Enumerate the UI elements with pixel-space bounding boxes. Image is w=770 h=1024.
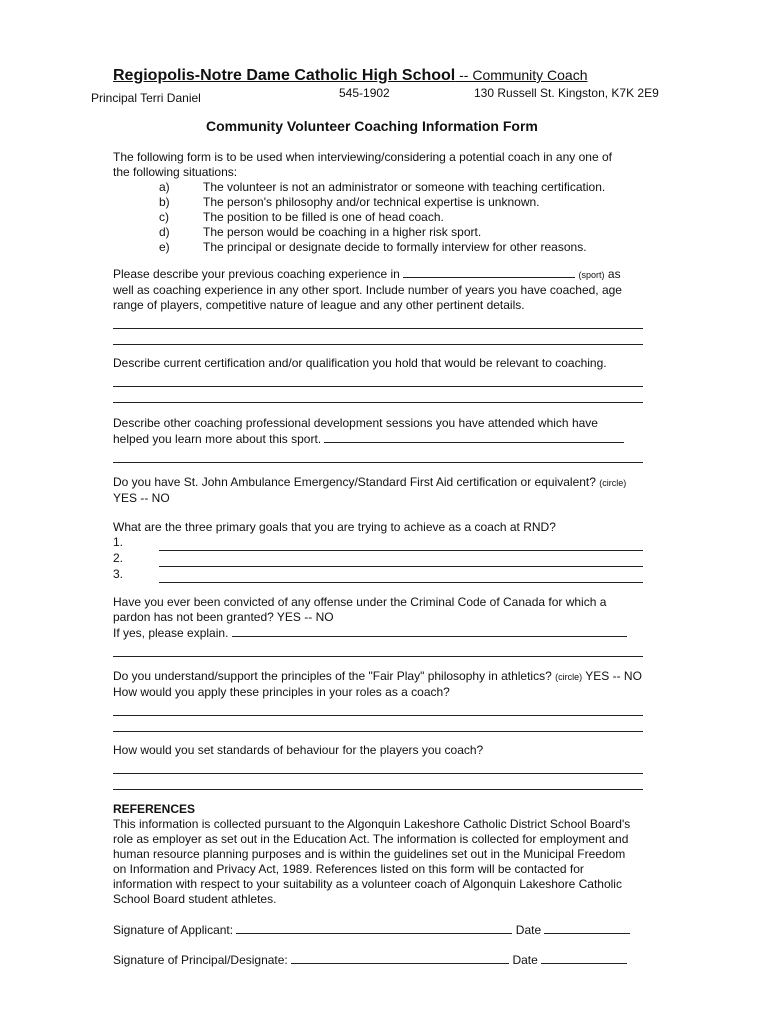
school-suffix: -- Community Coach — [455, 67, 588, 83]
intro-line: the following situations: — [113, 165, 238, 179]
question-goals — [113, 520, 643, 583]
question-text: helped you learn more about this sport. — [113, 432, 322, 446]
question-behaviour-standards — [113, 743, 643, 790]
principal-name: Principal Terri Daniel — [91, 91, 201, 105]
sport-hint: (sport) — [578, 270, 605, 280]
answer-line[interactable] — [113, 774, 643, 790]
references-line: human resource planning purposes and is within the guidelines set out in the Municipal Freedom — [113, 847, 626, 861]
situation-item — [113, 195, 653, 210]
question-fair-play — [113, 669, 658, 732]
question-text: as — [607, 267, 621, 281]
signature-principal-label: Signature of Principal/Designate: — [113, 953, 288, 967]
situation-label: d) — [159, 225, 170, 239]
goal-row — [113, 567, 643, 583]
question-text: Do you have St. John Ambulance Emergency/Standard First Aid certification or equivalent? — [113, 475, 596, 489]
question-text: If yes, please explain. — [113, 626, 229, 640]
signature-applicant-field[interactable] — [236, 922, 512, 934]
question-text: Have you ever been convicted of any offense under the Criminal Code of Canada for which a — [113, 595, 607, 609]
situation-text: The person would be coaching in a higher risk sport. — [203, 225, 482, 239]
intro-line: The following form is to be used when interviewing/considering a potential coach in any one of — [113, 150, 612, 164]
goal-number: 1. — [113, 535, 124, 549]
situation-text: The person's philosophy and/or technical expertise is unknown. — [203, 195, 540, 209]
sport-field[interactable] — [403, 266, 575, 278]
situation-label: c) — [159, 210, 169, 224]
situation-label: b) — [159, 195, 170, 209]
school-name: Regiopolis-Notre Dame Catholic High School — [113, 67, 456, 84]
situation-label: a) — [159, 180, 170, 194]
form-title: Community Volunteer Coaching Information Form — [206, 118, 538, 134]
question-text: range of players, competitive nature of league and any other pertinent details. — [113, 298, 525, 312]
date-field[interactable] — [541, 952, 627, 964]
signature-principal-field[interactable] — [291, 952, 509, 964]
question-coaching-experience — [113, 266, 643, 345]
intro-section — [113, 150, 653, 255]
question-text: Describe other coaching professional development sessions you have attended which have — [113, 416, 598, 430]
question-text: pardon has not been granted? YES -- NO — [113, 610, 334, 624]
yes-no-options[interactable]: YES -- NO — [585, 669, 642, 683]
references-line: information with respect to your suitability as a volunteer coach of Algonquin Lakeshore Catholic — [113, 877, 622, 891]
references-line: School Board student athletes. — [113, 892, 277, 906]
question-text: Describe current certification and/or qualification you hold that would be relevant to coaching. — [113, 356, 607, 370]
answer-line[interactable] — [113, 329, 643, 345]
goal-line[interactable] — [159, 535, 643, 551]
situation-label: e) — [159, 240, 170, 254]
goal-row — [113, 551, 643, 567]
question-first-aid — [113, 475, 653, 506]
question-certification — [113, 356, 643, 403]
references-section — [113, 802, 653, 907]
date-label: Date — [515, 923, 542, 937]
answer-line[interactable] — [113, 758, 643, 774]
date-label: Date — [512, 953, 538, 967]
question-text: How would you apply these principles in your roles as a coach? — [113, 685, 450, 699]
answer-line[interactable] — [113, 716, 643, 732]
school-address: 130 Russell St. Kingston, K7K 2E9 — [474, 86, 659, 100]
goal-number: 3. — [113, 567, 124, 581]
situation-text: The position to be filled is one of head coach. — [203, 210, 444, 224]
answer-line[interactable] — [324, 431, 624, 443]
answer-line[interactable] — [113, 313, 643, 329]
goal-row — [113, 535, 643, 551]
answer-line[interactable] — [113, 700, 643, 716]
answer-line[interactable] — [232, 625, 627, 637]
answer-line[interactable] — [113, 371, 643, 387]
signature-applicant-label: Signature of Applicant: — [113, 923, 234, 937]
question-professional-development — [113, 416, 643, 463]
signature-applicant-row — [113, 922, 630, 938]
goal-number: 2. — [113, 551, 124, 565]
situation-item — [113, 240, 653, 255]
question-text: Please describe your previous coaching experience in — [113, 267, 400, 281]
question-text: Do you understand/support the principles of the "Fair Play" philosophy in athletics? — [113, 669, 552, 683]
question-text: What are the three primary goals that you are trying to achieve as a coach at RND? — [113, 520, 556, 534]
circle-hint: (circle) — [599, 478, 627, 488]
situation-item — [113, 225, 653, 240]
situation-item — [113, 180, 653, 195]
date-field[interactable] — [544, 922, 630, 934]
references-line: This information is collected pursuant to the Algonquin Lakeshore Catholic District School Board's — [113, 817, 631, 831]
question-text: How would you set standards of behaviour for the players you coach? — [113, 743, 484, 757]
answer-line[interactable] — [113, 447, 643, 463]
circle-hint: (circle) — [555, 672, 583, 682]
references-heading: REFERENCES — [113, 802, 196, 816]
references-line: role as employer as set out in the Education Act. The information is collected for employment and — [113, 832, 629, 846]
goal-line[interactable] — [159, 551, 643, 567]
answer-line[interactable] — [113, 387, 643, 403]
school-title — [113, 67, 588, 85]
situation-item — [113, 210, 653, 225]
school-phone: 545-1902 — [339, 86, 390, 100]
answer-line[interactable] — [113, 641, 643, 657]
goal-line[interactable] — [159, 567, 643, 583]
question-criminal-record — [113, 595, 643, 657]
signature-principal-row — [113, 952, 627, 968]
situation-text: The principal or designate decide to formally interview for other reasons. — [203, 240, 587, 254]
references-line: on Information and Privacy Act, 1989. References listed on this form will be contacted for — [113, 862, 584, 876]
question-text: well as coaching experience in any other sport. Include number of years you have coached, age — [113, 283, 622, 297]
yes-no-options[interactable]: YES -- NO — [113, 491, 170, 505]
situation-text: The volunteer is not an administrator or someone with teaching certification. — [203, 180, 606, 194]
